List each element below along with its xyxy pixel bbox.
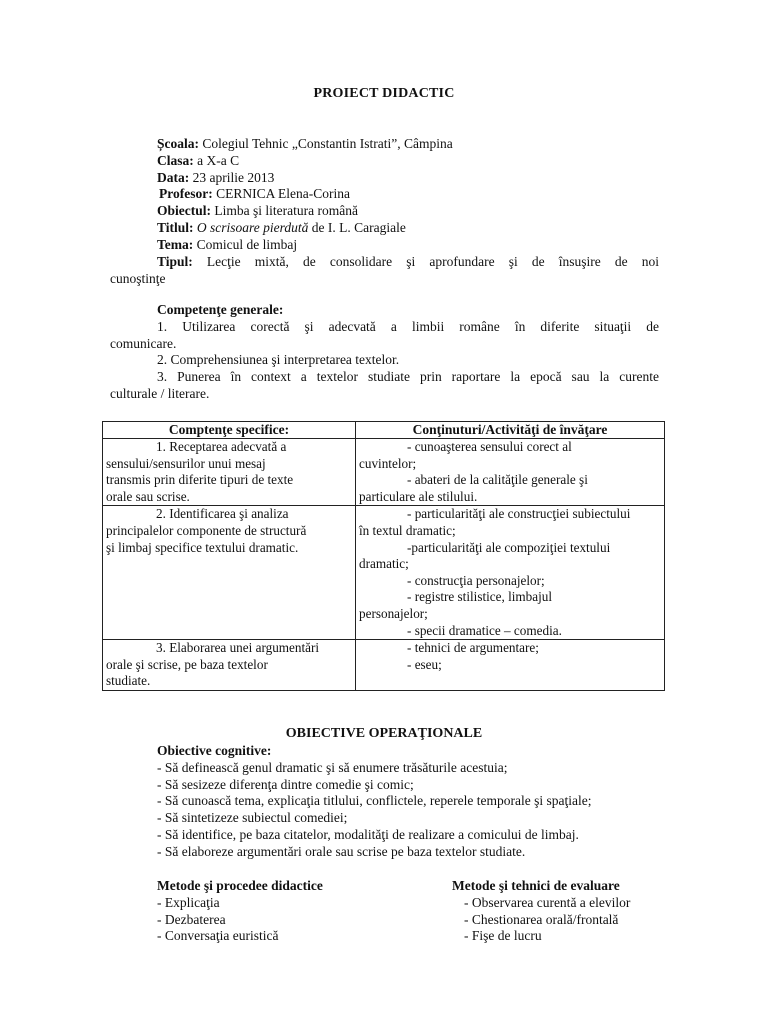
info-label: Tipul: <box>157 253 193 269</box>
info-label: Data: <box>157 169 190 185</box>
info-clasa <box>157 153 659 170</box>
list-item: - Conversaţia euristică <box>157 928 279 944</box>
list-item: - Observarea curentă a elevilor <box>464 894 631 910</box>
cell-line: 2. Identificarea şi analiza <box>156 506 289 522</box>
obiective-subheading: Obiective cognitive: <box>157 743 272 758</box>
table-header-row <box>103 422 665 439</box>
competente-specifice-table <box>102 421 665 691</box>
competenta-3-line1: 3. Punerea în context a textelor studiate prin raportare la epocă sau la curente <box>157 369 659 385</box>
info-value: Comicul de limbaj <box>193 236 298 252</box>
cell-line: transmis prin diferite tipuri de texte <box>106 472 294 488</box>
info-tipul <box>157 254 659 271</box>
cell-line: şi limbaj specifice textului dramatic. <box>106 539 299 555</box>
info-obiectul <box>157 203 659 220</box>
cell-line: dramatic; <box>359 556 409 572</box>
list-item: - Să definească genul dramatic şi să enumere trăsăturile acestuia; <box>157 759 508 775</box>
table-row <box>103 506 665 640</box>
competenta-2: 2. Comprehensiunea şi interpretarea textelor. <box>157 352 400 368</box>
info-value: 23 aprilie 2013 <box>189 169 275 185</box>
cell-line: 1. Receptarea adecvată a <box>156 439 287 454</box>
cell-line: - particularităţi ale construcţiei subiectului <box>407 506 631 522</box>
table-cell-continut <box>356 640 665 691</box>
obiective-block <box>157 743 677 861</box>
competenta-1-line2: comunicare. <box>110 335 177 351</box>
cell-line: în textul dramatic; <box>359 522 456 538</box>
list-item: - Să identifice, pe baza citatelor, modalităţi de realizare a comicului de limbaj. <box>157 826 579 842</box>
cell-line: personajelor; <box>359 605 428 621</box>
cell-line: particulare ale stilului. <box>359 488 478 504</box>
list-item: - Să cunoască tema, explicaţia titlului, conflictele, reperele temporale şi spaţiale; <box>157 793 592 809</box>
list-item: - Dezbaterea <box>157 911 226 927</box>
cell-line: 3. Elaborarea unei argumentări <box>156 640 320 656</box>
competente-generale <box>110 302 659 403</box>
list-item: - Să elaboreze argumentări orale sau scrise pe baza textelor studiate. <box>157 843 526 859</box>
info-label: Profesor: <box>159 186 213 202</box>
table-cell-continut <box>356 439 665 506</box>
info-titlul <box>157 220 659 237</box>
metode-evaluare-heading: Metode şi tehnici de evaluare <box>452 878 620 893</box>
cell-line: - specii dramatice – comedia. <box>407 622 562 638</box>
info-label: Școala: <box>157 136 199 151</box>
cell-line: - eseu; <box>407 656 442 672</box>
cell-line: cuvintelor; <box>359 455 417 471</box>
metode-didactice-column <box>157 878 417 945</box>
table-cell-competenta <box>103 506 356 640</box>
info-block <box>157 136 659 270</box>
info-label: Tema: <box>157 236 194 252</box>
cell-line: studiate. <box>106 673 151 689</box>
table-cell-continut <box>356 506 665 640</box>
cell-line: sensului/sensurilor unui mesaj <box>106 455 266 471</box>
cell-line: orale sau scrise. <box>106 488 190 504</box>
table-header-competente: Comptenţe specifice: <box>103 422 356 439</box>
info-tema <box>157 237 659 254</box>
info-profesor <box>157 186 659 203</box>
cell-line: - registre stilistice, limbajul <box>407 589 553 605</box>
metode-didactice-heading: Metode şi procedee didactice <box>157 878 323 893</box>
info-data <box>157 170 659 187</box>
competente-heading: Competenţe generale: <box>157 302 284 317</box>
metode-evaluare-column <box>452 878 712 945</box>
competenta-3-line2: culturale / literare. <box>110 385 210 401</box>
table-cell-competenta <box>103 640 356 691</box>
cell-line: - cunoaşterea sensului corect al <box>407 439 572 454</box>
obiective-title: OBIECTIVE OPERAŢIONALE <box>285 726 483 741</box>
table-row <box>103 640 665 691</box>
cell-line: - abateri de la calităţile generale şi <box>407 472 588 488</box>
info-label: Clasa: <box>157 152 194 168</box>
info-scoala <box>157 136 659 153</box>
info-tipul-continuation: cunoştinţe <box>110 271 166 286</box>
cell-line: - tehnici de argumentare; <box>407 640 539 656</box>
info-value: Limba şi literatura română <box>211 203 358 219</box>
cell-line: principalelor componente de structură <box>106 522 307 538</box>
list-item: - Explicaţia <box>157 894 220 910</box>
info-label: Titlul: <box>157 219 194 235</box>
document-title: PROIECT DIDACTIC <box>313 86 455 101</box>
work-author: de I. L. Caragiale <box>308 219 406 235</box>
work-title: O scrisoare pierdută <box>196 219 309 235</box>
list-item: - Să sintetizeze subiectul comediei; <box>157 810 348 826</box>
info-value: CERNICA Elena-Corina <box>212 186 350 202</box>
competenta-1-line1: 1. Utilizarea corectă şi adecvată a limbii române în diferite situaţii de <box>157 318 659 334</box>
info-value: Colegiul Tehnic „Constantin Istrati”, Câmpina <box>199 136 453 151</box>
list-item: - Fişe de lucru <box>464 928 542 944</box>
cell-line: -particularităţi ale compoziţiei textului <box>407 539 611 555</box>
info-label: Obiectul: <box>157 203 211 219</box>
cell-line: - construcţia personajelor; <box>407 572 545 588</box>
table-cell-competenta <box>103 439 356 506</box>
cell-line: orale şi scrise, pe baza textelor <box>106 656 268 672</box>
list-item: - Chestionarea orală/frontală <box>464 911 619 927</box>
table-row <box>103 439 665 506</box>
info-value: a X-a C <box>193 152 240 168</box>
list-item: - Să sesizeze diferenţa dintre comedie şi comic; <box>157 776 414 792</box>
info-value: Lecţie mixtă, de consolidare şi aprofundare şi de însuşire de noi <box>192 253 659 269</box>
table-header-continuturi: Conţinuturi/Activităţi de învăţare <box>356 422 665 439</box>
